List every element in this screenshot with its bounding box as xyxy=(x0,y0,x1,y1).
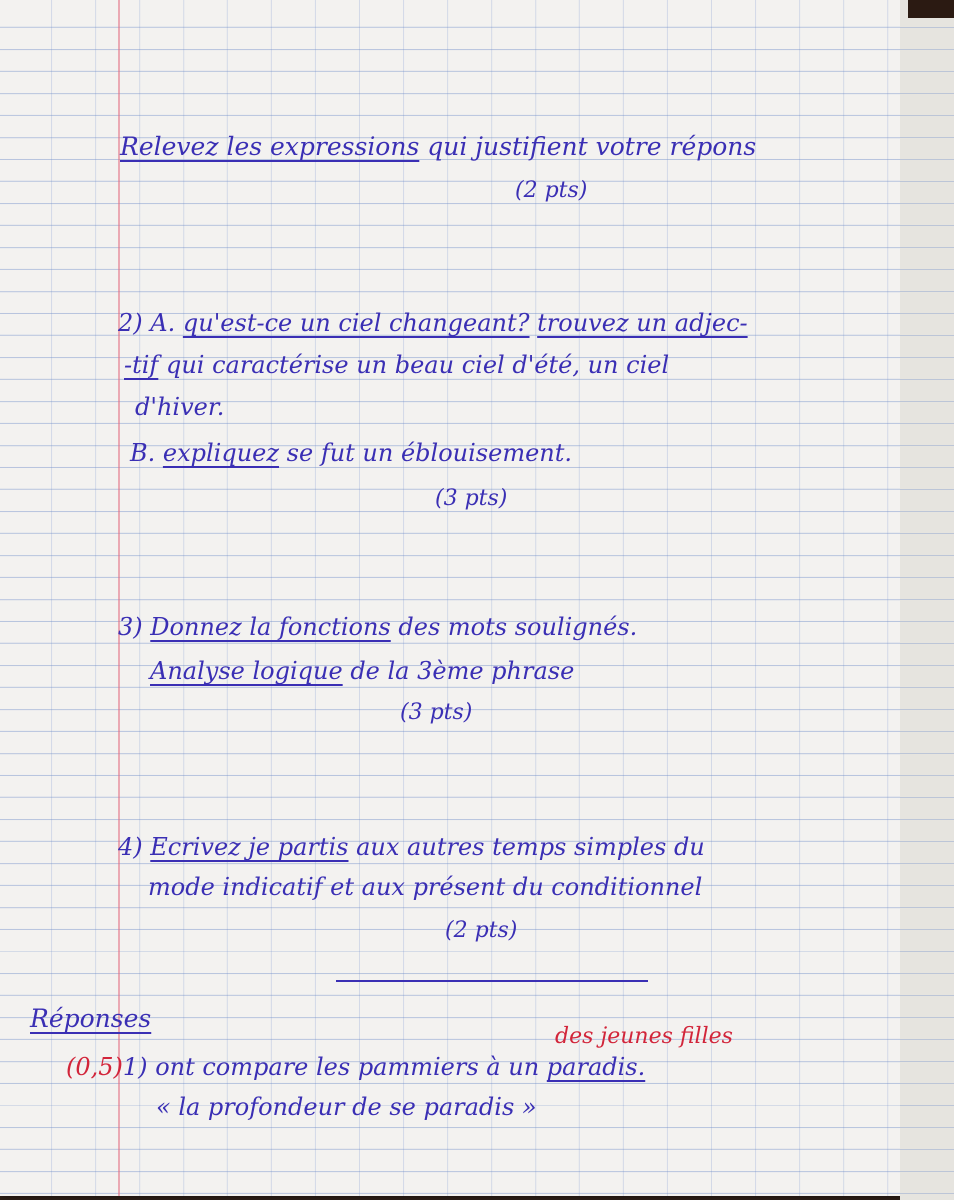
q2-b-rest: se fut un éblouisement. xyxy=(286,439,573,467)
q3-rest: des mots soulignés. xyxy=(398,613,638,641)
answers-heading: Réponses xyxy=(30,1004,152,1033)
correction-text: des jeunes filles xyxy=(555,1024,733,1049)
q2-line-2 xyxy=(124,350,669,380)
score: (0,5) xyxy=(66,1053,123,1081)
q2-tif-underlined: -tif xyxy=(124,351,159,379)
q1-underlined: Relevez les expressions xyxy=(120,132,420,161)
q4-underlined: Ecrivez je partis xyxy=(150,833,349,861)
q4-points: (2 pts) xyxy=(445,918,518,943)
q4-rest: aux autres temps simples du xyxy=(356,833,705,861)
binding-shadow xyxy=(908,0,954,18)
q2-line-1 xyxy=(118,308,748,338)
question-1-line xyxy=(120,132,756,162)
q2-line-2-rest: qui caractérise un beau ciel d'été, un ciel xyxy=(165,351,670,379)
q2-b-label: B. xyxy=(130,439,156,467)
q3-line-2-underlined: Analyse logique xyxy=(150,657,343,685)
answer-label: 1) xyxy=(122,1053,148,1081)
answer-line-2: « la profondeur de se paradis » xyxy=(156,1093,537,1121)
q2-b-underlined: expliquez xyxy=(162,439,280,467)
q3-label: 3) xyxy=(118,613,143,641)
q3-line-1 xyxy=(118,612,637,642)
q2-points: (3 pts) xyxy=(435,486,508,511)
q4-line-2: mode indicatif et aux présent du conditionnel xyxy=(148,873,703,901)
q3-points: (3 pts) xyxy=(400,700,473,725)
q4-line-1 xyxy=(118,832,705,862)
q1-points: (2 pts) xyxy=(515,178,588,203)
answer-line-1 xyxy=(66,1052,645,1082)
next-page-edge xyxy=(900,0,954,1200)
q3-underlined: Donnez la fonctions xyxy=(150,613,391,641)
q2-a-rest: trouvez un adjec- xyxy=(537,309,748,337)
q4-label: 4) xyxy=(118,833,143,861)
q2-line-3: d'hiver. xyxy=(135,393,225,421)
q3-line-2-rest: de la 3ème phrase xyxy=(350,657,575,685)
answer-1-text: ont compare les pammiers à un xyxy=(155,1053,540,1081)
q3-line-2 xyxy=(150,656,574,686)
q1-rest: qui justifient votre répons xyxy=(427,132,757,161)
q2-label: 2) A. xyxy=(118,309,176,337)
q2-a-underlined: qu'est-ce un ciel changeant? xyxy=(182,309,530,337)
q2-b-line xyxy=(130,438,572,468)
separator-line xyxy=(336,980,648,982)
answer-1-underlined: paradis. xyxy=(546,1053,646,1081)
